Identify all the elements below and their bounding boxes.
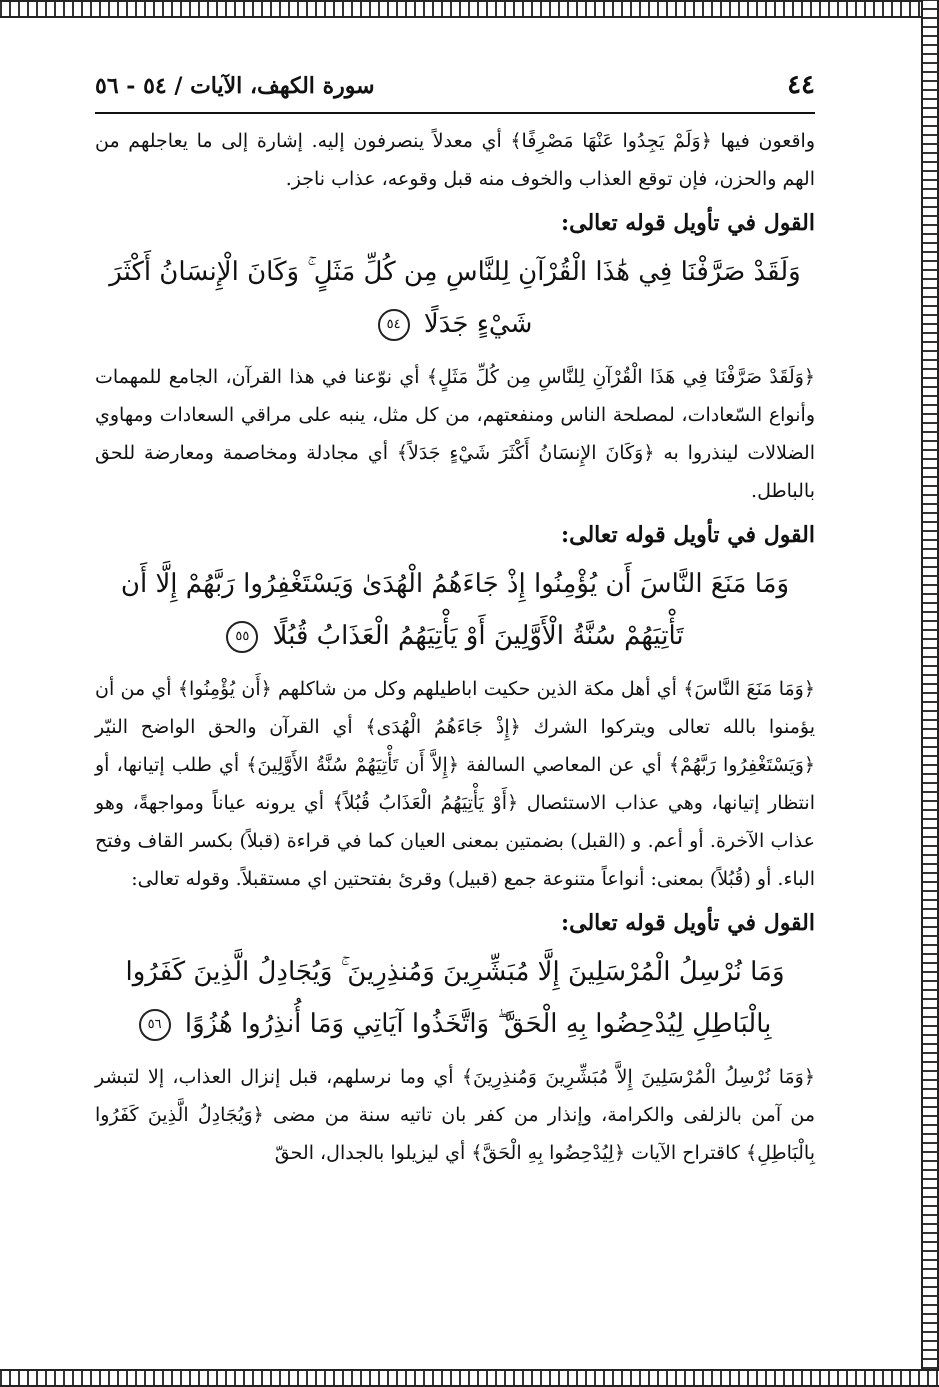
commentary-paragraph: ﴿وَمَا نُرْسِلُ الْمُرْسَلِينَ إِلاَّ مُبَشِّرِينَ وَمُنذِرِينَ﴾ أي وما نرسلهم، قبل إنزال العذاب، إلا لتبشر من آمن بالزلفى والكرامة، وإنذار من كفر بان تاتيه سنة من مضى ﴿وَيُجَادِلُ الَّذِينَ كَفَرُوا بِالْبَاطِلِ﴾ كاقتراح الآيات ﴿لِيُدْحِضُوا بِهِ الْحَقَّ﴾ أي ليزيلوا بالجدال، الحقّ <box>95 1066 815 1164</box>
top-border-ornament <box>0 0 939 18</box>
section-heading: القول في تأويل قوله تعالى: <box>561 910 815 936</box>
page-number: ٤٤ <box>787 70 815 100</box>
quran-verse <box>95 246 815 350</box>
verse-text: وَمَا نُرْسِلُ الْمُرْسَلِينَ إِلَّا مُبَشِّرِينَ وَمُنذِرِينَ ۚ وَيُجَادِلُ الَّذِينَ كَفَرُوا بِالْبَاطِلِ لِيُدْحِضُوا بِهِ الْحَقَّ ۖ وَاتَّخَذُوا آيَاتِي وَمَا أُنذِرُوا هُزُوًا <box>125 957 785 1039</box>
page-content <box>95 70 815 1370</box>
commentary-paragraph: ﴿وَلَقَدْ صَرَّفْنَا فِي هَذَا الْقُرْآنِ لِلنَّاسِ مِن كُلِّ مَثَلٍ﴾ أي نوّعنا في هذا القرآن، الجامع للمهمات وأنواع السّعادات، لمصلحة الناس ومنفعتهم، من كل مثل، ينبه على مراقي السعادات ومهاوي الضلالات لينذروا به ﴿وَكَانَ الإِنسَانُ أَكْثَرَ شَيْءٍ جَدَلاً﴾ أي مجادلة ومخاصمة ومعارضة للحق بالباطل. <box>95 366 815 502</box>
verse-number-marker: ٥٥ <box>226 621 258 653</box>
section-heading: القول في تأويل قوله تعالى: <box>561 210 815 236</box>
quran-verse <box>95 946 815 1050</box>
right-border-ornament <box>921 0 939 1387</box>
page-header <box>95 70 815 114</box>
verse-number-marker: ٥٦ <box>139 1009 171 1041</box>
verse-text: وَلَقَدْ صَرَّفْنَا فِي هَٰذَا الْقُرْآنِ لِلنَّاسِ مِن كُلِّ مَثَلٍ ۚ وَكَانَ الْإِنسَانُ أَكْثَرَ شَيْءٍ جَدَلًا <box>109 257 801 339</box>
bottom-border-ornament <box>0 1369 939 1387</box>
verse-text: وَمَا مَنَعَ النَّاسَ أَن يُؤْمِنُوا إِذْ جَاءَهُمُ الْهُدَىٰ وَيَسْتَغْفِرُوا رَبَّهُمْ إِلَّا أَن تَأْتِيَهُمْ سُنَّةُ الْأَوَّلِينَ أَوْ يَأْتِيَهُمُ الْعَذَابُ قُبُلًا <box>120 569 790 651</box>
quran-verse <box>95 558 815 662</box>
running-title: سورة الكهف، الآيات / ٥٤ - ٥٦ <box>95 73 375 99</box>
commentary-paragraph: ﴿وَمَا مَنَعَ النَّاسَ﴾ أي أهل مكة الذين حكيت اباطيلهم وكل من شاكلهم ﴿أَن يُؤْمِنُوا﴾ أي من أن يؤمنوا بالله تعالى ويتركوا الشرك ﴿إِذْ جَاءَهُمُ الْهُدَى﴾ أي القرآن والحق الواضح النيّر ﴿وَيَسْتَغْفِرُوا رَبَّهُمْ﴾ أي عن المعاصي السالفة ﴿إِلاَّ أَن تَأْتِيَهُمْ سُنَّةُ الأَوَّلِينَ﴾ أي طلب إتيانها، أو انتظار إتيانها، وهي عذاب الاستئصال ﴿أَوْ يَأْتِيَهُمُ الْعَذَابُ قُبُلاً﴾ أي يرونه عياناً ومواجهةً، وهو عذاب الآخرة. أو أعم. و (القبل) بضمتين بمعنى العيان كما في قراءة (قبلاً) بكسر القاف وفتح الباء. أو (قُبُلاً) بمعنى: أنواعاً متنوعة جمع (قبيل) وقرئ بفتحتين اي مستقبلاً. وقوله تعالى: <box>95 678 815 890</box>
section-heading: القول في تأويل قوله تعالى: <box>561 522 815 548</box>
commentary-paragraph: واقعون فيها ﴿وَلَمْ يَجِدُوا عَنْهَا مَصْرِفًا﴾ أي معدلاً ينصرفون إليه. إشارة إلى ما يعاجلهم من الهم والحزن، فإن توقع العذاب والخوف منه قبل وقوعه، عذاب ناجز. <box>95 130 815 190</box>
verse-number-marker: ٥٤ <box>378 309 410 341</box>
